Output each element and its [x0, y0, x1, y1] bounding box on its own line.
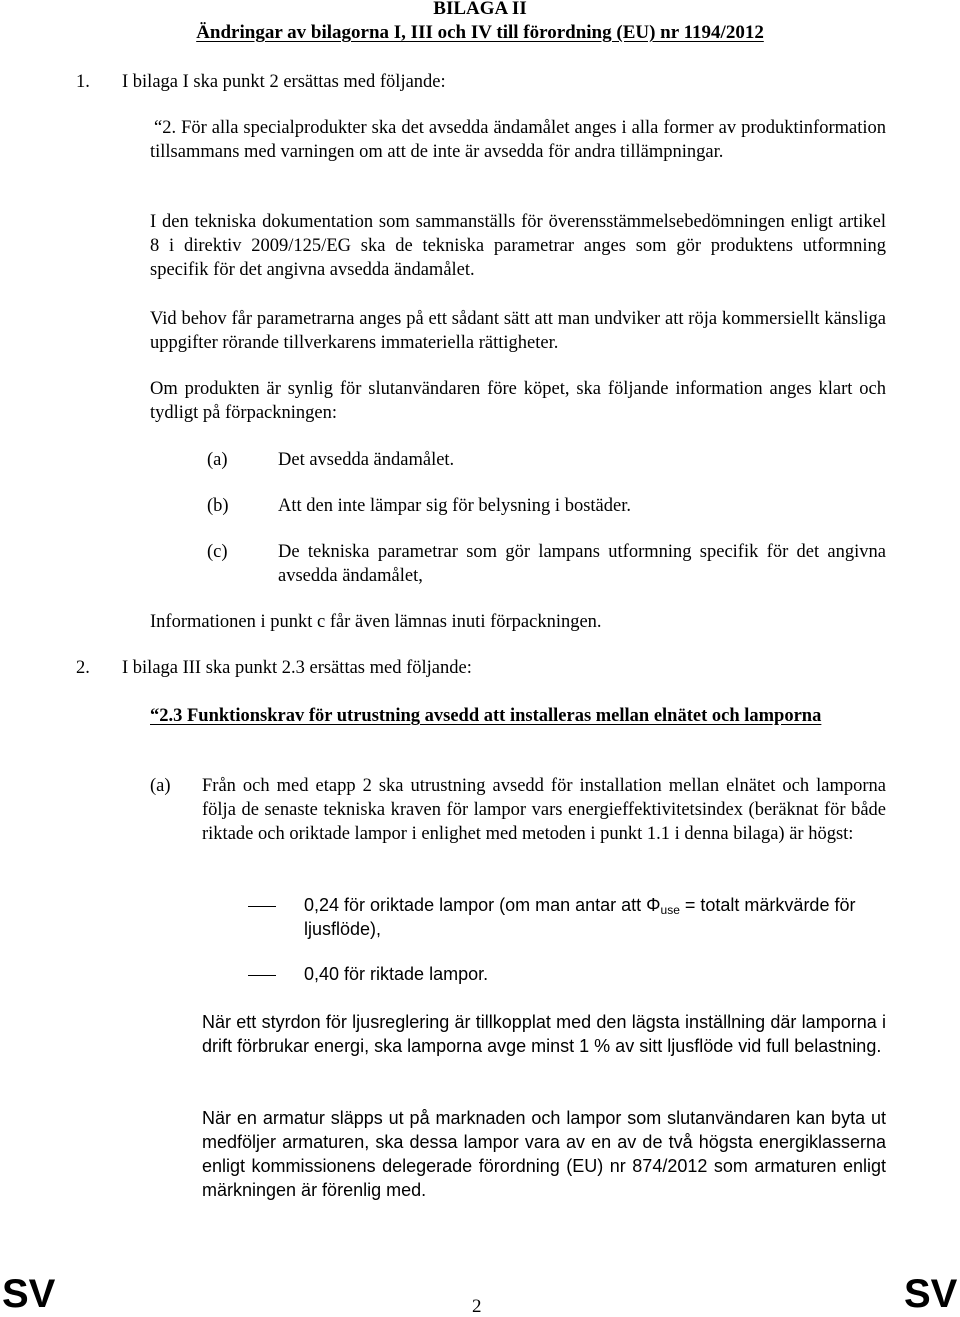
footer-language-left: SV: [2, 1272, 56, 1316]
item-1-number: 1.: [76, 72, 90, 92]
point-a-label: (a): [150, 776, 171, 796]
item-2-text: I bilaga III ska punkt 2.3 ersättas med följande:: [122, 658, 472, 678]
phi-use-subscript: use: [660, 903, 680, 917]
dash-item-1-text-end: = totalt märkvärde för ljusflöde),: [304, 895, 856, 939]
paragraph-confidential: Vid behov får parametrarna anges på ett sådant sätt att man undviker att röja kommersiellt känsliga uppgifter rörande tillverkarens immateriella rättigheter.: [150, 309, 886, 353]
dash-bullet-2: [248, 975, 276, 976]
list-item-b-label: (b): [207, 496, 229, 516]
dash-item-1-text: 0,24 för oriktade lampor (om man antar att Φ: [304, 895, 661, 915]
page-number: 2: [472, 1296, 482, 1317]
list-item-a-text: Det avsedda ändamålet.: [278, 450, 455, 470]
paragraph-inside-packaging: Informationen i punkt c får även lämnas inuti förpackningen.: [150, 612, 602, 632]
dash-bullet-1: [248, 906, 276, 907]
point-a-text: Från och med etapp 2 ska utrustning avsedd för installation mellan elnätet och lamporna följa de senaste tekniska kraven för lampor vars energieffektivitetsindex (beräknat för både riktade och oriktade lampor i enlighet med metoden i punkt 1.1 i denna bilaga) är högst:: [202, 776, 886, 844]
dash-item-2: 0,40 för riktade lampor.: [304, 964, 489, 984]
item-2-number: 2.: [76, 658, 90, 678]
paragraph-technical-documentation: I den tekniska dokumentation som sammanställs för överensstämmelsebedömningen enligt artikel 8 i direktiv 2009/125/EG ska de tekniska parametrar anges som gör produktens utformning specifik för det angivna avsedda ändamålet.: [150, 212, 886, 280]
item-1-text: I bilaga I ska punkt 2 ersättas med följande:: [122, 72, 446, 92]
annex-subtitle: Ändringar av bilagorna I, III och IV till förordning (EU) nr 1194/2012: [196, 22, 764, 43]
annex-heading: BILAGA II: [433, 0, 527, 19]
paragraph-special-products: “2. För alla specialprodukter ska det avsedda ändamålet anges i alla former av produktinformation tillsammans med varningen om att de inte är avsedda för andra tillämpningar.: [150, 118, 886, 162]
paragraph-packaging-info: Om produkten är synlig för slutanvändaren före köpet, ska följande information anges klart och tydligt på förpackningen:: [150, 379, 886, 423]
paragraph-luminaire: När en armatur släpps ut på marknaden och lampor som slutanvändaren kan byta ut medföljer armaturen, ska dessa lampor vara av en av de två högsta energiklasserna enligt kommissionens delegerade förordning (EU) nr 874/2012 som armaturen enligt märkningen är förenlig med.: [202, 1108, 886, 1200]
footer-language-right: SV: [904, 1272, 958, 1316]
list-item-c-label: (c): [207, 542, 228, 562]
paragraph-dimmer: När ett styrdon för ljusreglering är tillkopplat med den lägsta inställning där lamporna i drift förbrukar energi, ska lamporna avge minst 1 % av sitt ljusflöde vid full belastning.: [202, 1012, 886, 1056]
list-item-b-text: Att den inte lämpar sig för belysning i bostäder.: [278, 496, 631, 516]
dash-item-1: [304, 893, 886, 941]
section-2-3-title: “2.3 Funktionskrav för utrustning avsedd att installeras mellan elnätet och lamporna: [150, 706, 822, 726]
list-item-a-label: (a): [207, 450, 228, 470]
list-item-c-text: De tekniska parametrar som gör lampans utformning specifik för det angivna avsedda ändamålet,: [278, 542, 886, 586]
